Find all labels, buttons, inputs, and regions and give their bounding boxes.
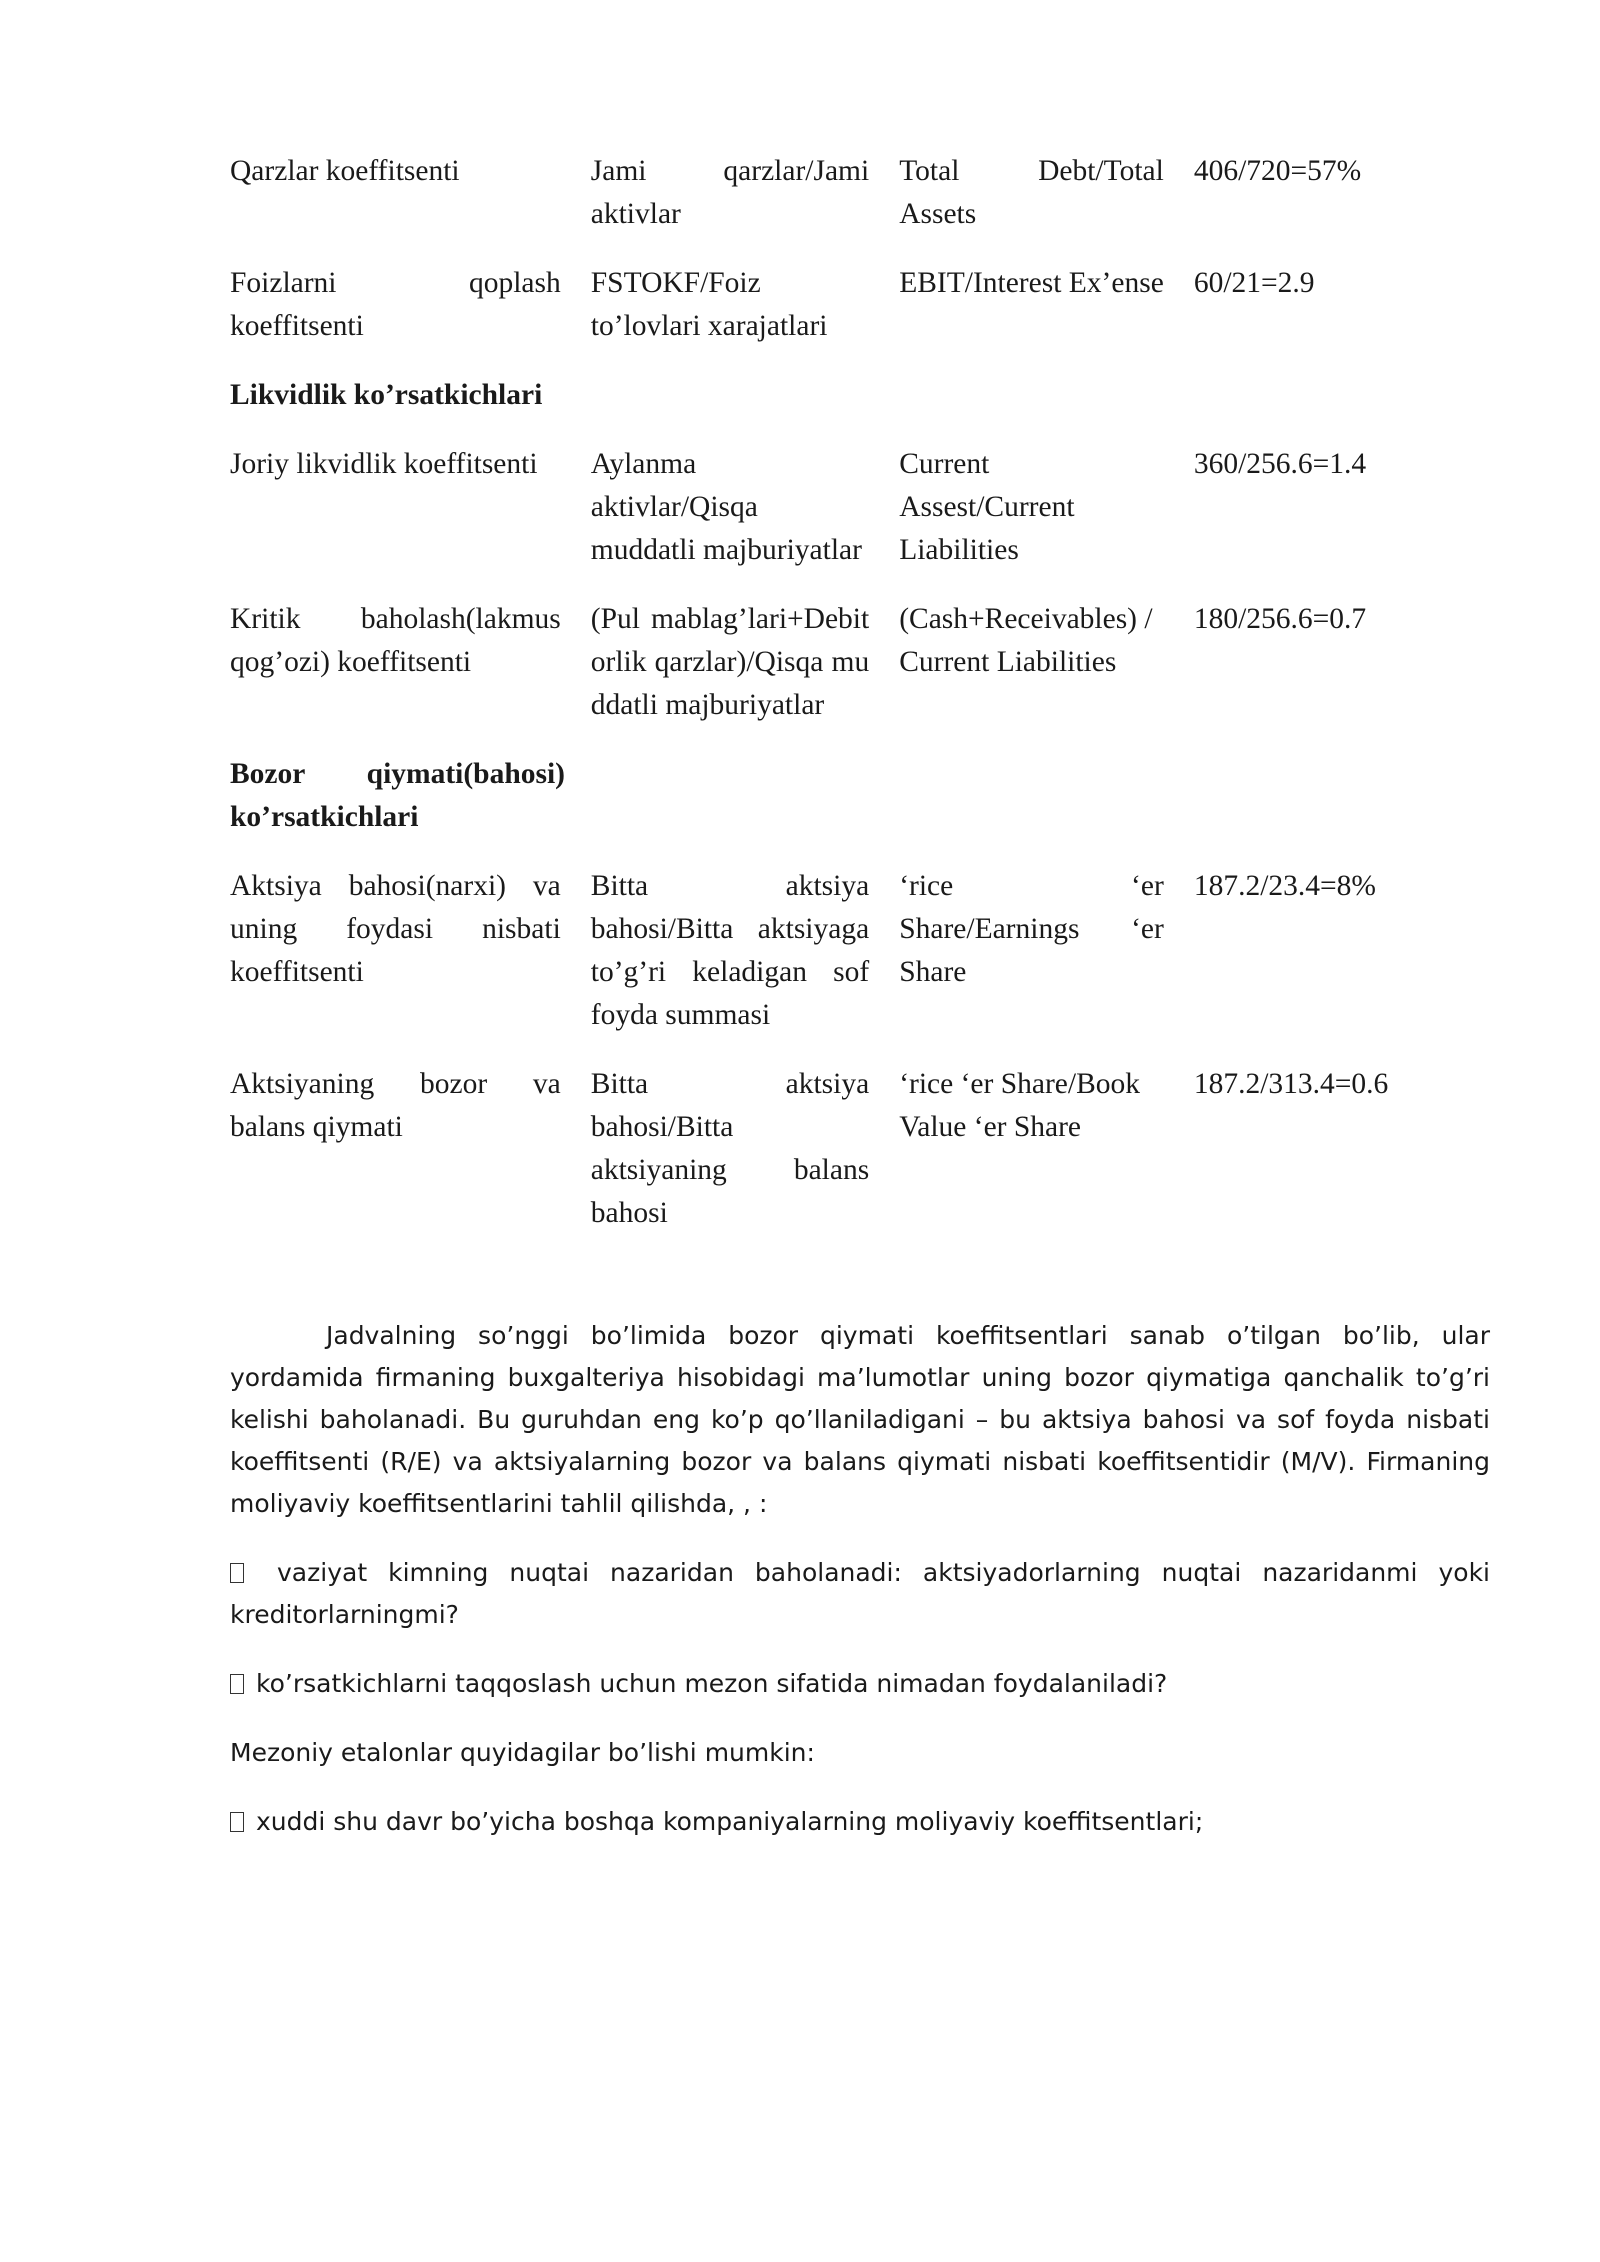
document-page	[230, 150, 1490, 1870]
ratio-value-cell: 406/720=57%	[1193, 155, 1362, 187]
ratio-formula-uz-cell: FSTOKF/Foiz to’lovlari xarajatlari	[590, 267, 828, 342]
table-row	[230, 865, 1490, 1037]
paragraph: Mezoniy etalonlar quyidagilar bo’lishi mumkin:	[230, 1738, 815, 1767]
ratio-formula-en-cell: ‘rice ‘er Share/Book Value ‘er Share	[899, 1068, 1141, 1143]
ratio-value-cell: 180/256.6=0.7	[1193, 603, 1367, 635]
ratio-name-cell: Aktsiyaning bozor va balans qiymati	[230, 1068, 561, 1143]
section-heading-liquidity: Likvidlik ko’rsatkichlari	[230, 379, 543, 411]
table-row	[230, 443, 1490, 572]
table-row	[230, 598, 1490, 727]
ratio-formula-en-cell: Current Assest/Current Liabilities	[899, 448, 1075, 566]
missing-glyph-bullet-icon	[230, 1812, 244, 1832]
table-row	[230, 262, 1490, 348]
ratio-name-cell: Foizlarni qoplash koeffitsenti	[230, 267, 561, 342]
missing-glyph-bullet-icon	[230, 1563, 244, 1583]
bullet-text: vaziyat kimning nuqtai nazaridan baholanadi: aktsiyadorlarning nuqtai nazaridanmi yoki kreditorlarningmi?	[230, 1558, 1490, 1629]
ratio-value-cell: 360/256.6=1.4	[1193, 448, 1367, 480]
ratio-value-cell: 187.2/313.4=0.6	[1193, 1068, 1389, 1100]
bullet-item	[230, 1552, 1490, 1636]
ratio-name-cell: Kritik baholash(lakmus qog’ozi) koeffitsenti	[230, 603, 561, 678]
ratio-formula-en-cell: (Cash+Receivables) / Current Liabilities	[899, 603, 1153, 678]
body-text	[230, 1315, 1490, 1843]
bullet-text: xuddi shu davr bo’yicha boshqa kompaniyalarning moliyaviy koeffitsentlari;	[256, 1807, 1204, 1836]
section-heading-market-value: Bozor qiymati(bahosi) ko’rsatkichlari	[230, 758, 565, 833]
financial-ratios-table	[230, 150, 1490, 1235]
missing-glyph-bullet-icon	[230, 1674, 244, 1694]
ratio-value-cell: 60/21=2.9	[1193, 267, 1315, 299]
ratio-formula-en-cell: Total Debt/Total Assets	[899, 155, 1164, 230]
ratio-formula-en-cell: EBIT/Interest Ex’ense	[899, 267, 1164, 299]
ratio-name-cell: Joriy likvidlik koeffitsenti	[230, 448, 538, 480]
bullet-item	[230, 1801, 1490, 1843]
table-row	[230, 1063, 1490, 1235]
ratio-formula-uz-cell: Bitta aktsiya bahosi/Bitta aktsiyaning balans bahosi	[590, 1068, 870, 1229]
bullet-item	[230, 1663, 1490, 1705]
ratio-formula-uz-cell: (Pul mablag’lari+Debitorlik qarzlar)/Qisqa muddatli majburiyatlar	[590, 603, 870, 721]
paragraph: Jadvalning so’nggi bo’limida bozor qiymati koeffitsentlari sanab o’tilgan bo’lib, ular yordamida firmaning buxgalteriya hisobidagi ma’lumotlar uning bozor qiymatiga qanchalik to’g’ri kelishi baholanadi. Bu guruhdan eng ko’p qo’llaniladigani – bu aktsiya bahosi va sof foyda nisbati koeffitsenti (R/E) va aktsiyalarning bozor va balans qiymati nisbati koeffitsentidir (M/V). Firmaning moliyaviy koeffitsentlarini tahlil qilishda, , :	[230, 1321, 1490, 1518]
table-row	[230, 150, 1490, 236]
ratio-name-cell: Qarzlar koeffitsenti	[230, 155, 460, 187]
ratio-formula-uz-cell: Jami qarzlar/Jami aktivlar	[590, 155, 870, 230]
ratio-value-cell: 187.2/23.4=8%	[1193, 870, 1376, 902]
ratio-formula-en-cell: ‘rice ‘er Share/Earnings ‘er Share	[899, 870, 1164, 988]
ratio-formula-uz-cell: Aylanma aktivlar/Qisqa muddatli majburiyatlar	[590, 448, 862, 566]
ratio-formula-uz-cell: Bitta aktsiya bahosi/Bitta aktsiyaga to’g’ri keladigan sof foyda summasi	[590, 870, 870, 1031]
ratio-name-cell: Aktsiya bahosi(narxi) va uning foydasi nisbati koeffitsenti	[230, 870, 561, 988]
bullet-text: ko’rsatkichlarni taqqoslash uchun mezon sifatida nimadan foydalaniladi?	[256, 1669, 1168, 1698]
